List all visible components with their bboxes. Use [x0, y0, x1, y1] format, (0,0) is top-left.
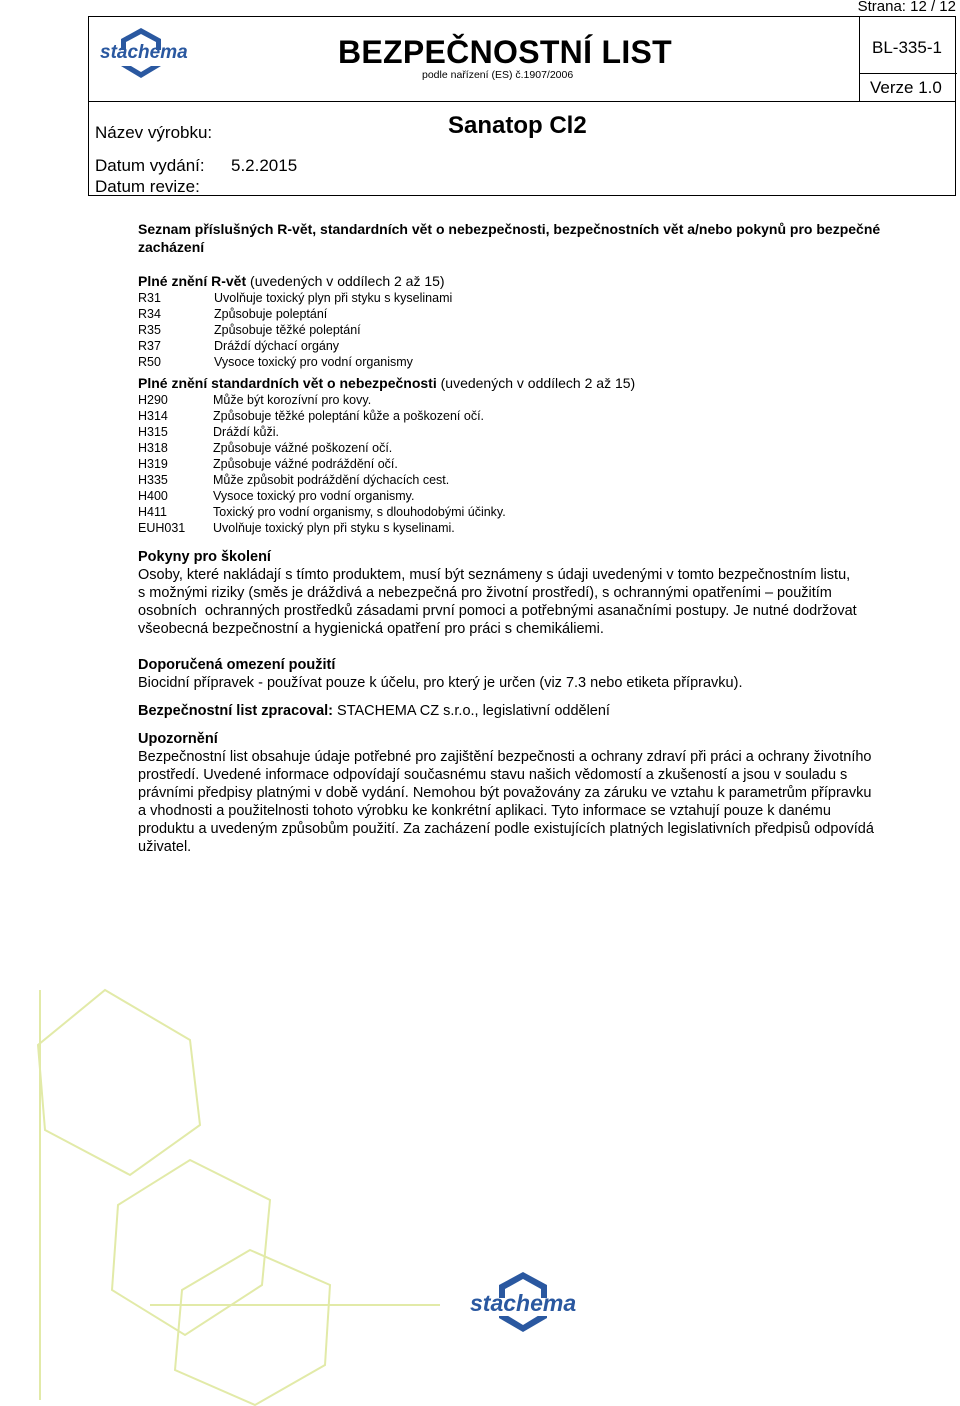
document-subtitle: podle nařízení (ES) č.1907/2006	[422, 69, 574, 81]
r-phrase-row	[138, 290, 938, 306]
document-code: BL-335-1	[872, 38, 942, 57]
main-content	[138, 220, 938, 856]
issue-date: 5.2.2015	[231, 156, 298, 175]
header-divider-vertical	[859, 17, 860, 101]
h-phrase-code: H318	[138, 441, 168, 455]
r-phrase-code: R50	[138, 355, 161, 369]
header-divider-version	[859, 73, 957, 74]
r-phrase-row	[138, 322, 938, 338]
r-phrase-row	[138, 306, 938, 322]
header-logo	[96, 26, 186, 82]
h-phrase-row	[138, 440, 938, 456]
revision-date-label: Datum revize:	[95, 177, 200, 196]
h-phrases-heading	[138, 374, 938, 392]
notice-title: Upozornění	[138, 731, 218, 747]
h-phrases-heading-normal: (uvedených v oddílech 2 až 15)	[436, 375, 636, 391]
r-phrase-row	[138, 338, 938, 354]
product-label: Název výrobku:	[95, 123, 213, 142]
h-phrase-text: Může být korozívní pro kovy.	[213, 393, 372, 407]
h-phrase-text: Způsobuje vážné poškození očí.	[213, 441, 393, 455]
h-phrase-row	[138, 472, 938, 488]
r-phrases-heading	[138, 272, 938, 290]
h-phrase-row	[138, 408, 938, 424]
h-phrase-row	[138, 504, 938, 520]
footer-logo	[468, 1270, 578, 1336]
h-phrase-row	[138, 424, 938, 440]
r-phrase-code: R37	[138, 339, 161, 353]
h-phrase-text: Způsobuje těžké poleptání kůže a poškození očí.	[213, 409, 485, 423]
h-phrase-row	[138, 520, 938, 536]
r-phrase-code: R35	[138, 323, 161, 337]
h-phrase-text: Vysoce toxický pro vodní organismy.	[213, 489, 415, 503]
r-phrase-text: Vysoce toxický pro vodní organismy	[214, 355, 413, 369]
text-line: a vhodnosti a použitelnosti tohoto výrobku ke konkrétní aplikaci. Tyto informace se vztahují pouze k danému	[138, 803, 831, 819]
h-phrase-code: H411	[138, 505, 167, 519]
product-name: Sanatop Cl2	[448, 112, 587, 139]
document-version: Verze 1.0	[870, 78, 942, 97]
issue-date-label: Datum vydání:	[95, 156, 205, 175]
page-number: Strana: 12 / 12	[857, 0, 956, 15]
text-line: produktu a uvedeným způsobům použití. Za zacházení podle existujících platných legislativních předpisů odpovídá	[138, 821, 874, 837]
h-phrase-row	[138, 488, 938, 504]
h-phrase-text: Uvolňuje toxický plyn při styku s kyselinami.	[213, 521, 455, 535]
h-phrase-text: Způsobuje vážné podráždění očí.	[213, 457, 398, 471]
h-phrase-row	[138, 392, 938, 408]
text-line: Bezpečnostní list obsahuje údaje potřebné pro zajištění bezpečnosti a ochrany zdraví při práci a ochrany životního	[138, 749, 872, 765]
training-title: Pokyny pro školení	[138, 549, 271, 565]
h-phrase-code: H400	[138, 489, 168, 503]
prepared-by-label: Bezpečnostní list zpracoval:	[138, 703, 333, 719]
text-line: s možnými riziky (směs je dráždivá a nebezpečná pro životní prostředí), s ochrannými opatřeními – použitím	[138, 585, 832, 601]
section-title: Seznam příslušných R-vět, standardních vět o nebezpečnosti, bezpečnostních vět a/nebo pokynů pro bezpečné zacházení	[138, 221, 881, 255]
h-phrase-text: Toxický pro vodní organismy, s dlouhodobými účinky.	[213, 505, 506, 519]
r-phrases-heading-normal: (uvedených v oddílech 2 až 15)	[246, 273, 445, 289]
notice-text	[138, 748, 938, 856]
h-phrases-heading-bold: Plné znění standardních vět o nebezpečnosti	[138, 375, 437, 391]
decorative-hexagons	[0, 960, 460, 1406]
r-phrase-row	[138, 354, 938, 370]
r-phrase-text: Způsobuje těžké poleptání	[214, 323, 361, 337]
text-line: všeobecná bezpečnostní a hygienická opatření pro práci s chemikáliemi.	[138, 621, 604, 637]
h-phrase-text: Dráždí kůži.	[213, 425, 279, 439]
h-phrase-row	[138, 456, 938, 472]
header-logo-text: stachema	[100, 42, 188, 63]
r-phrase-code: R34	[138, 307, 161, 321]
h-phrase-text: Může způsobit podráždění dýchacích cest.	[213, 473, 450, 487]
text-line: prostředí. Uvedené informace odpovídají současnému stavu našich vědomostí a zkušeností a jsou v souladu s	[138, 767, 848, 783]
header-divider-horizontal	[89, 101, 955, 102]
h-phrase-code: H335	[138, 473, 168, 487]
h-phrase-code: H315	[138, 425, 168, 439]
prepared-by-value: STACHEMA CZ s.r.o., legislativní oddělení	[333, 703, 610, 719]
restrictions-title: Doporučená omezení použití	[138, 657, 336, 673]
r-phrase-code: R31	[138, 291, 161, 305]
text-line: právními předpisy platnými v době vydání. Nemohou být považovány za záruku ve vztahu k parametrům přípravku	[138, 785, 872, 801]
text-line: uživatel.	[138, 839, 192, 855]
footer-logo-text: stachema	[470, 1290, 577, 1316]
h-phrase-code: H290	[138, 393, 168, 407]
h-phrase-code: EUH031	[138, 521, 186, 535]
r-phrases-list	[138, 290, 938, 370]
document-title: BEZPEČNOSTNÍ LIST	[338, 34, 673, 70]
training-text	[138, 566, 938, 638]
text-line: osobních ochranných prostředků zásadami první pomoci a potřebnými asanačními postupy. Je nutné dodržovat	[138, 603, 857, 619]
prepared-by	[138, 702, 938, 720]
r-phrases-heading-bold: Plné znění R-vět	[138, 273, 247, 289]
h-phrases-list	[138, 392, 938, 536]
r-phrase-text: Způsobuje poleptání	[214, 307, 328, 321]
h-phrase-code: H319	[138, 457, 168, 471]
text-line: Osoby, které nakládají s tímto produktem, musí být seznámeny s údaji uvedenými v tomto bezpečnostním listu,	[138, 567, 851, 583]
h-phrase-code: H314	[138, 409, 168, 423]
restrictions-text: Biocidní přípravek - používat pouze k účelu, pro který je určen (viz 7.3 nebo etiketa přípravku).	[138, 675, 743, 691]
r-phrase-text: Dráždí dýchací orgány	[214, 339, 340, 353]
r-phrase-text: Uvolňuje toxický plyn při styku s kyselinami	[214, 291, 453, 305]
